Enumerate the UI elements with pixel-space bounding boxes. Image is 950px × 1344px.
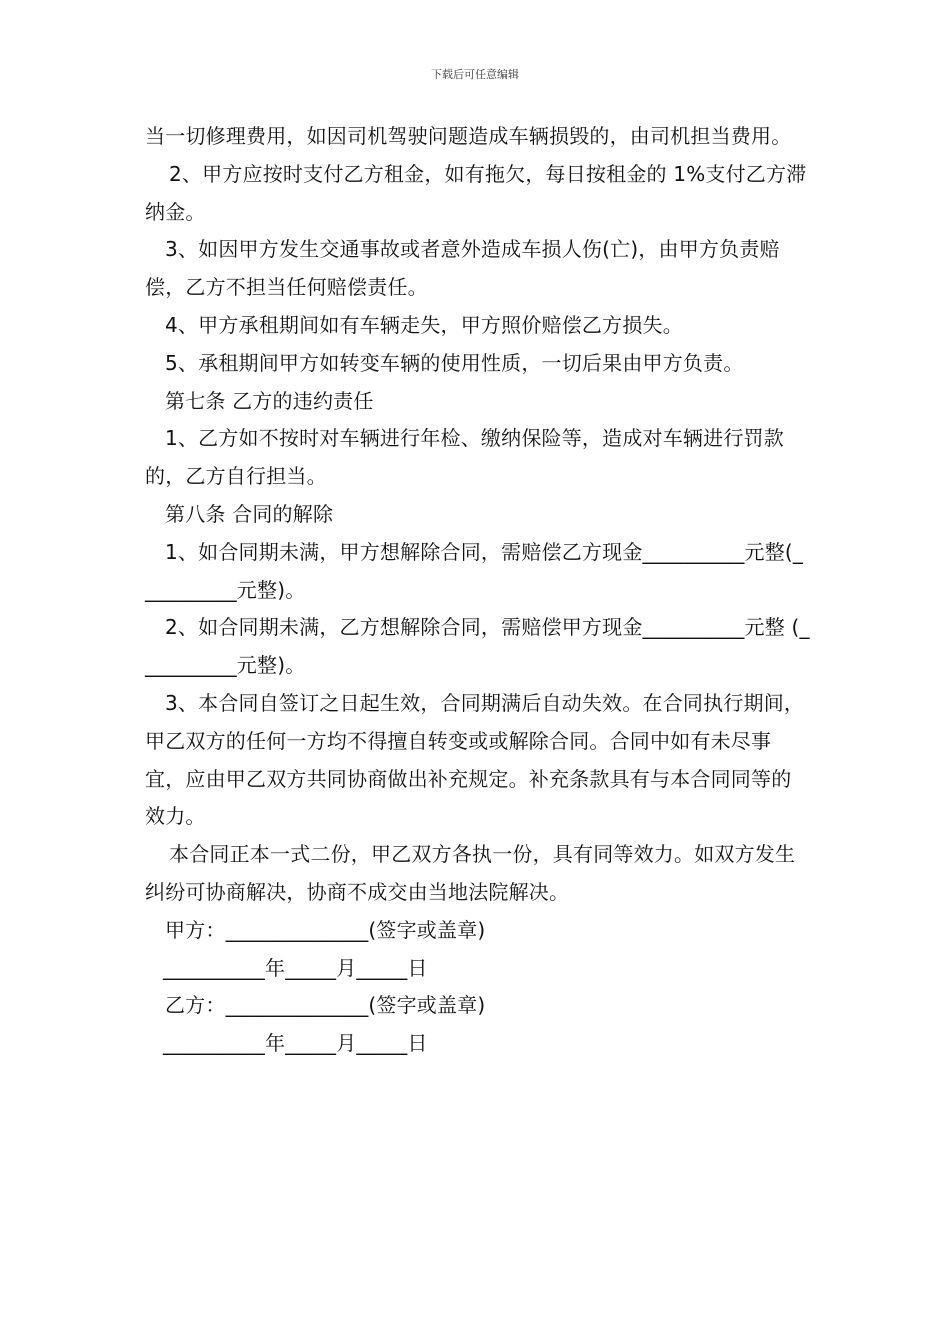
- signature-date-b: __________年_____月_____日: [163, 1031, 428, 1056]
- section-title-article-8: 第八条 合同的解除: [165, 501, 334, 526]
- paragraph-repair-costs: 当一切修理费用，如因司机驾驶问题造成车辆损毁的，由司机担当费用。: [145, 124, 792, 148]
- page-header: 下载后可任意编辑: [431, 68, 519, 81]
- signature-party-b: 乙方：______________(签字或盖章): [165, 993, 486, 1018]
- signature-party-a: 甲方：______________(签字或盖章): [165, 917, 486, 942]
- clause-inspection-insurance: 1、乙方如不按时对车辆进行年检、缴纳保险等，造成对车辆进行罚款的，乙方自行担当。: [145, 426, 784, 489]
- section-title-article-7: 第七条 乙方的违约责任: [165, 388, 374, 413]
- signature-date-a: __________年_____月_____日: [163, 955, 428, 980]
- clause-termination-party-b: 2、如合同期未满，乙方想解除合同，需赔偿甲方现金__________元整 (__________元整)。: [145, 615, 810, 678]
- clause-rent-payment: 2、甲方应按时支付乙方租金，如有拖欠，每日按租金的 1%支付乙方滞纳金。: [145, 161, 807, 224]
- clause-termination-party-a: 1、如合同期未满，甲方想解除合同，需赔偿乙方现金__________元整(__________元整)。: [145, 539, 804, 602]
- document-body: [145, 118, 810, 1063]
- clause-effective-date: 3、本合同自签订之日起生效，合同期满后自动失效。在合同执行期间，甲乙双方的任何一方均不得擅自转变或或解除合同。合同中如有未尽事宜，应由甲乙双方共同协商做出补充规定。补充条款具有与本合同同等的效力。: [145, 690, 805, 829]
- clause-vehicle-loss: 4、甲方承租期间如有车辆走失，甲方照价赔偿乙方损失。: [165, 312, 683, 337]
- clause-vehicle-use: 5、承租期间甲方如转变车辆的使用性质，一切后果由甲方负责。: [165, 350, 744, 375]
- paragraph-copies-disputes: 本合同正本一式二份，甲乙双方各执一份，具有同等效力。如双方发生纠纷可协商解决，协商不成交由当地法院解决。: [145, 842, 796, 904]
- clause-accident-liability: 3、如因甲方发生交通事故或者意外造成车损人伤(亡)，由甲方负责赔偿，乙方不担当任何赔偿责任。: [145, 237, 780, 300]
